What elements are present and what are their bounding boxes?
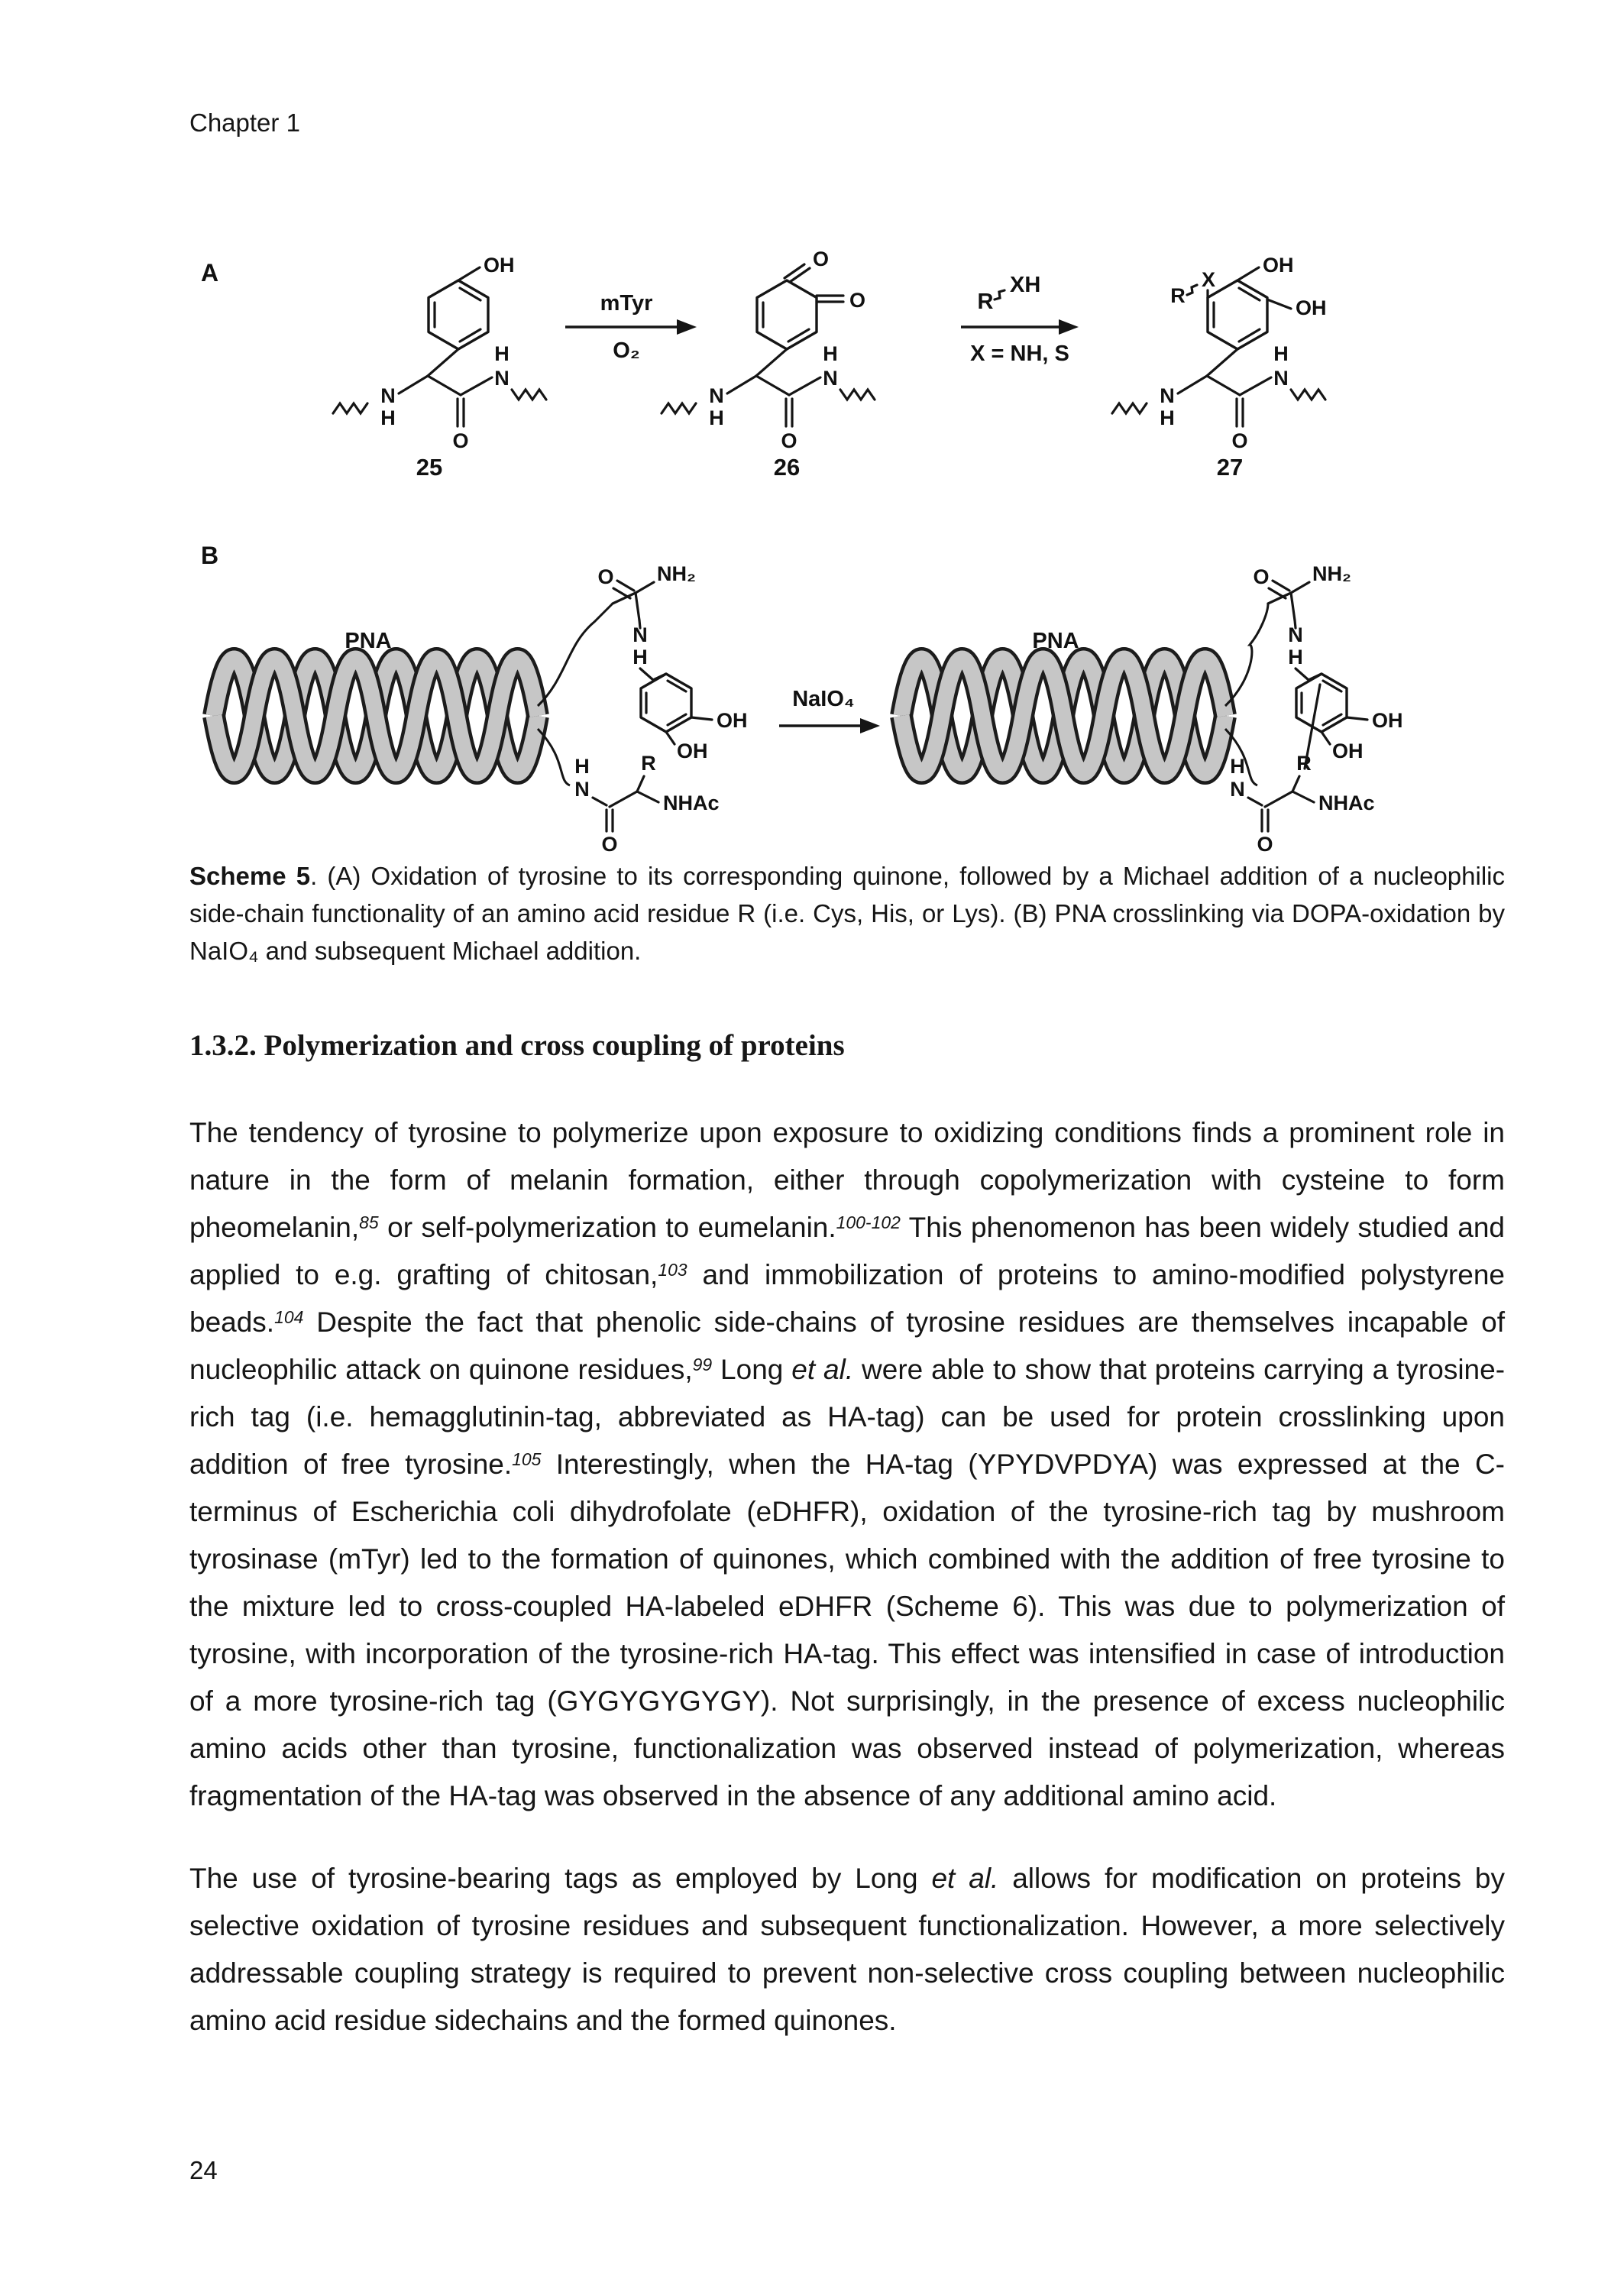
compound-number-25: 25 xyxy=(416,454,443,481)
atom-label-h: H xyxy=(823,342,838,365)
atom-label-x: X xyxy=(1201,268,1216,291)
atom-label-h: H xyxy=(632,646,648,668)
atom-label-n: N xyxy=(709,384,724,407)
atom-label-o: O xyxy=(781,429,797,452)
scheme-panel-a xyxy=(99,244,1528,512)
atom-label-n: N xyxy=(1273,367,1289,390)
section-heading: 1.3.2. Polymerization and cross coupling of proteins xyxy=(189,1029,845,1062)
atom-label-n: N xyxy=(823,367,838,390)
atom-label-o: O xyxy=(1257,833,1273,856)
reagent-label-mtyr: mTyr xyxy=(600,291,653,316)
paragraph-1: The tendency of tyrosine to polymerize upon exposure to oxidizing conditions finds a prominent role in nature in the form of melanin formation, either through copolymerization with cysteine to form pheomelanin,$^{85}$ or self-polymerization to eumelanin.$^{100-102}$ This phenomenon has been widely studied and applied to e.g. grafting of chitosan,$^{103}$ and immobilization of proteins to amino-modified polystyrene beads.$^{104}$ Despite the fact that phenolic side-chains of tyrosine residues are themselves incapable of nucleophilic attack on quinone residues,$^{99}$ Long et al. were able to show that proteins carrying a tyrosine-rich tag (i.e. hemagglutinin-tag, abbreviated as HA-tag) can be used for protein crosslinking upon addition of free tyrosine.$^{105}$ Interestingly, when the HA-tag (YPYDVPDYA) was expressed at the C-terminus of Escherichia coli dihydrofolate (eDHFR), oxidation of the tyrosine-rich tag by mushroom tyrosinase (mTyr) led to the formation of quinones, which combined with the addition of free tyrosine to the mixture led to cross-coupled HA-labeled eDHFR (Scheme 6). This was due to polymerization of tyrosine, with incorporation of the tyrosine-rich HA-tag. This effect was intensified in case of introduction of a more tyrosine-rich tag (GYGYGYGYGY). Not surprisingly, in the presence of excess nucleophilic amino acids other than tyrosine, functionalization was observed instead of polymerization, whereas fragmentation of the HA-tag was observed in the absence of any additional amino acid. xyxy=(189,1117,1506,1811)
atom-label-oh: OH xyxy=(677,740,708,762)
reagent-label-naio4: NaIO₄ xyxy=(792,687,855,711)
panel-label-b: B xyxy=(201,542,219,569)
atom-label-r: R xyxy=(1170,284,1186,307)
atom-label-r: R xyxy=(641,752,656,775)
atom-label-n: N xyxy=(380,384,396,407)
atom-label-nh2: NH₂ xyxy=(657,562,696,585)
atom-label-nh2: NH₂ xyxy=(1312,562,1351,585)
reagent-label-xh: XH xyxy=(1010,273,1041,297)
dna-helix-right xyxy=(901,659,1225,773)
paragraph-2: The use of tyrosine-bearing tags as employed by Long et al. allows for modification on proteins by selective oxidation of tyrosine residues and subsequent functionalization. However, a more selectively addressable coupling strategy is required to prevent non-selective cross coupling between nucleophilic amino acid residue sidechains and the formed quinones. xyxy=(189,1863,1505,2036)
atom-label-o: O xyxy=(1231,429,1248,452)
compound-27-adduct xyxy=(1112,254,1327,481)
reagent-label-r: R xyxy=(977,290,994,314)
atom-label-o: O xyxy=(813,248,830,270)
atom-label-o: O xyxy=(601,833,618,856)
dna-helix-left xyxy=(214,659,538,773)
atom-label-o: O xyxy=(1253,565,1270,588)
atom-label-r: R xyxy=(1296,752,1312,775)
atom-label-h: H xyxy=(1273,342,1289,365)
atom-label-h: H xyxy=(1160,406,1175,429)
pna-label-left: PNA xyxy=(345,629,392,653)
compound-number-27: 27 xyxy=(1216,454,1244,481)
atom-label-h: H xyxy=(494,342,510,365)
atom-label-n: N xyxy=(574,778,590,801)
atom-label-n: N xyxy=(1230,778,1245,801)
page-number: 24 xyxy=(189,2156,218,2184)
chapter-header: Chapter 1 xyxy=(189,108,300,137)
compound-26-quinone xyxy=(662,248,875,481)
atom-label-oh: OH xyxy=(717,709,748,732)
bonds xyxy=(662,264,875,426)
dopa-conjugate-right-crosslinked xyxy=(1225,562,1403,856)
atom-label-h: H xyxy=(1230,755,1245,778)
atom-label-n: N xyxy=(494,367,510,390)
atom-label-oh: OH xyxy=(484,254,515,277)
dopa-conjugate-left xyxy=(538,562,748,856)
reaction-arrow-1 xyxy=(565,291,697,363)
condition-label: X = NH, S xyxy=(970,342,1069,366)
reagent-label-o2: O₂ xyxy=(613,338,640,363)
atom-label-oh: OH xyxy=(1372,709,1403,732)
panel-label-a: A xyxy=(201,259,219,286)
atom-label-o: O xyxy=(597,565,614,588)
atom-label-n: N xyxy=(1160,384,1175,407)
atom-label-n: N xyxy=(632,623,648,646)
compound-number-26: 26 xyxy=(773,454,801,481)
atom-label-h: H xyxy=(380,406,396,429)
atom-label-h: H xyxy=(709,406,724,429)
pna-label-right: PNA xyxy=(1032,629,1079,653)
atom-label-h: H xyxy=(574,755,590,778)
atom-label-oh: OH xyxy=(1296,296,1327,319)
compound-25-tyrosine xyxy=(333,254,546,481)
atom-label-oh: OH xyxy=(1332,740,1364,762)
reaction-arrow-2 xyxy=(961,273,1079,366)
atom-label-o: O xyxy=(452,429,469,452)
atom-label-o: O xyxy=(849,289,866,312)
atom-label-n: N xyxy=(1288,623,1303,646)
atom-label-oh: OH xyxy=(1263,254,1294,277)
atom-label-nhac: NHAc xyxy=(1318,792,1375,814)
scheme-panel-b xyxy=(99,513,1528,872)
atom-label-h: H xyxy=(1288,646,1303,668)
atom-label-nhac: NHAc xyxy=(663,792,720,814)
reaction-arrow-b xyxy=(779,687,880,733)
scheme-caption: Scheme 5. (A) Oxidation of tyrosine to its corresponding quinone, followed by a Michael addition of a nucleophilic side-chain functionality of an amino acid residue R (i.e. Cys, His, or Lys). (B) PNA crosslinking via DOPA-oxidation by NaIO₄ and subsequent Michael addition. xyxy=(189,862,1505,965)
